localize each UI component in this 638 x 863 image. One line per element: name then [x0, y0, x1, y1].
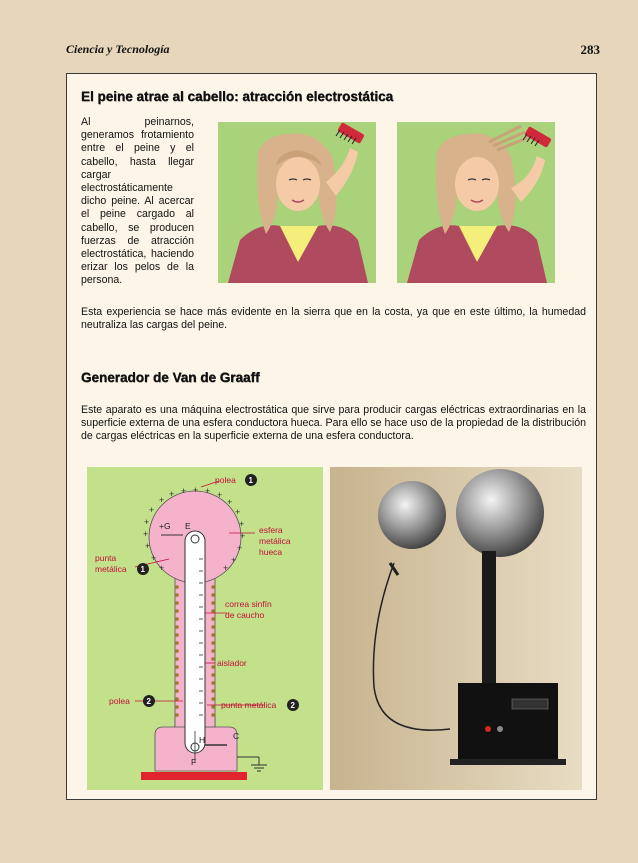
svg-text:+: +: [235, 507, 241, 517]
svg-text:+: +: [237, 543, 243, 553]
section-title-peine: El peine atrae al cabello: atracción electrostática: [81, 89, 394, 104]
label-punta-2-number: 2: [290, 701, 295, 710]
label-polea-2-number: 2: [146, 697, 151, 706]
svg-text:+: +: [223, 563, 229, 573]
svg-text:+: +: [159, 563, 165, 573]
label-punta-1-metalica: metálica: [95, 564, 127, 574]
section-title-van-de-graaff: Generador de Van de Graaff: [81, 370, 260, 385]
svg-text:+: +: [240, 531, 246, 541]
page-number: 283: [580, 42, 600, 57]
label-correa-caucho: de caucho: [225, 610, 265, 620]
paragraph-peine-full: Esta experiencia se hace más evidente en la sierra que en la costa, ya que en este último, la humedad neutraliza las cargas del peine.: [81, 306, 586, 332]
svg-text:+: +: [227, 497, 233, 507]
label-aislador: aislador: [217, 658, 247, 668]
label-esfera: esfera: [259, 525, 283, 535]
label-hueca: hueca: [259, 547, 283, 557]
label-H: H: [199, 735, 206, 745]
label-G: +G: [159, 521, 171, 531]
illustration-girl-comb-1: [218, 122, 376, 283]
svg-text:+: +: [151, 553, 157, 563]
illustration-girl-comb-2: [397, 122, 555, 283]
content-box: [66, 73, 597, 800]
label-metalica: metálica: [259, 536, 291, 546]
svg-text:+: +: [143, 529, 149, 539]
label-polea-2: polea: [109, 696, 130, 706]
label-polea-1: polea: [215, 475, 236, 485]
svg-text:+: +: [193, 485, 199, 495]
label-correa: correa sinfín: [225, 599, 272, 609]
svg-text:+: +: [169, 489, 175, 499]
paragraph-van-de-graaff: Este aparato es una máquina electrostática que sirve para producir cargas eléctricas extraordinarias en la superficie externa de una esfera conductora hueca. Para ello se hace uso de la propiedad de la distribución de cargas eléctricas en la superficie externa de una esfera conductora.: [81, 404, 586, 443]
svg-text:+: +: [145, 541, 151, 551]
van-de-graaff-diagram: [87, 467, 323, 790]
van-de-graaff-photo: [330, 467, 582, 790]
label-punta-1: punta: [95, 553, 117, 563]
svg-text:+: +: [239, 519, 245, 529]
label-punta-1-number: 1: [140, 565, 145, 574]
label-punta-2: punta metálica: [221, 700, 277, 710]
label-F: F: [191, 757, 197, 767]
label-polea-1-number: 1: [248, 476, 253, 485]
label-E: E: [185, 521, 191, 531]
svg-text:+: +: [159, 495, 165, 505]
label-C: C: [233, 731, 240, 741]
svg-text:+: +: [144, 517, 150, 527]
svg-text:+: +: [149, 505, 155, 515]
running-head: Ciencia y Tecnología: [66, 42, 170, 56]
svg-text:+: +: [205, 486, 211, 496]
svg-text:+: +: [217, 490, 223, 500]
paragraph-peine-left: Al peinarnos, generamos frotamiento entre el peine y el cabello, hasta llegar cargar electrostáticamente dicho peine. Al acercar el peine cargado al cabello, se producen fuerzas de atracción electrostática, haciendo erizar los pelos de la persona.: [81, 116, 194, 287]
svg-text:+: +: [231, 555, 237, 565]
svg-text:+: +: [181, 486, 187, 496]
